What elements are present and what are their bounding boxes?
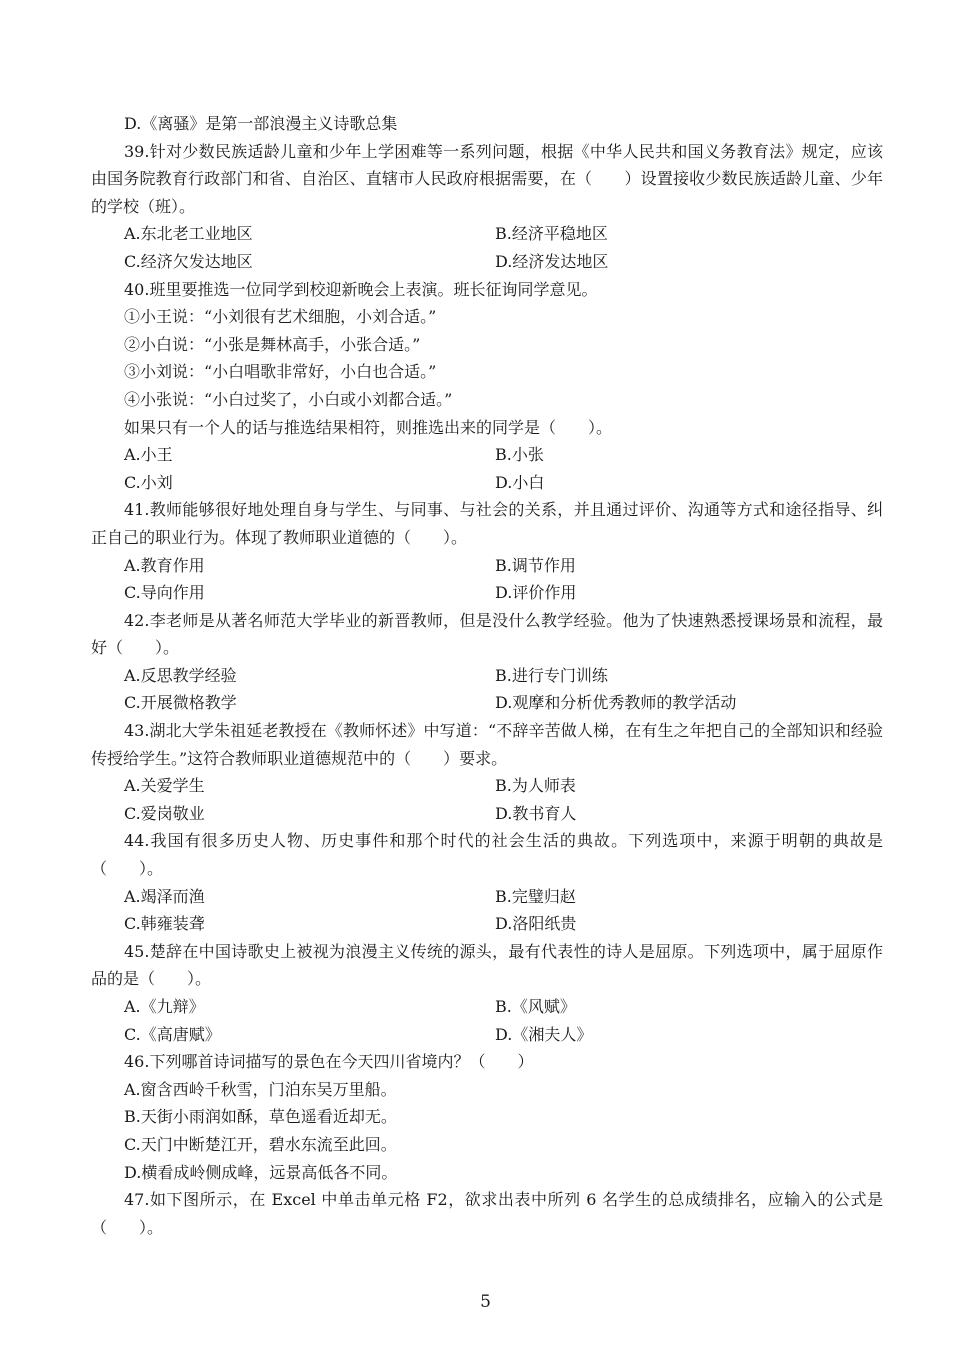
option-right: D.《湘夫人》 (495, 1024, 593, 1044)
option-left: A.反思教学经验 (124, 665, 237, 685)
option-row (91, 579, 883, 607)
option-left: C.爱岗敬业 (124, 803, 205, 823)
question-stem: 45.楚辞在中国诗歌史上被视为浪漫主义传统的源头，最有代表性的诗人是屈原。下列选项中，属于屈原作品的是（ ）。 (91, 941, 883, 989)
option-right: D.评价作用 (495, 583, 577, 603)
text-line: D.横看成岭侧成峰，远景高低各不同。 (124, 1162, 398, 1182)
text-line: ①小王说：“小刘很有艺术细胞，小刘合适。” (124, 307, 437, 327)
text-line: ④小张说：“小白过奖了，小白或小刘都合适。” (124, 389, 453, 409)
option-right: B.进行专门训练 (495, 665, 608, 685)
option-left: A.小王 (124, 445, 173, 465)
option-right: D.经济发达地区 (495, 251, 609, 271)
page-number: 5 (480, 1292, 491, 1312)
text-line: C.天门中断楚江开，碧水东流至此回。 (124, 1134, 397, 1154)
option-row (91, 993, 883, 1021)
text-line: 40.班里要推选一位同学到校迎新晚会上表演。班长征询同学意见。 (124, 279, 598, 299)
option-row (91, 662, 883, 690)
option-right: B.为人师表 (495, 776, 576, 796)
option-left: C.导向作用 (124, 583, 205, 603)
option-right: D.观摩和分析优秀教师的教学活动 (495, 693, 737, 713)
question-stem: 39.针对少数民族适龄儿童和少年上学困难等一系列问题，根据《中华人民共和国义务教育法》规定，应该由国务院教育行政部门和省、自治区、直辖市人民政府根据需要，在（ ）设置接收少数民族适龄儿童、少年的学校（班）。 (91, 141, 883, 216)
option-row (91, 552, 883, 580)
option-right: D.洛阳纸贵 (495, 914, 577, 934)
option-row (91, 689, 883, 717)
option-right: D.教书育人 (495, 803, 577, 823)
question-stem: 42.李老师是从著名师范大学毕业的新晋教师，但是没什么教学经验。他为了快速熟悉授课场景和流程，最好（ ）。 (91, 610, 883, 658)
text-line: 46.下列哪首诗词描写的景色在今天四川省境内？（ ） (124, 1052, 534, 1072)
option-left: A.竭泽而渔 (124, 886, 205, 906)
option-row (91, 469, 883, 497)
option-right: B.小张 (495, 445, 544, 465)
text-line: 如果只有一个人的话与推选结果相符，则推选出来的同学是（ ）。 (124, 417, 613, 437)
question-stem: 44.我国有很多历史人物、历史事件和那个时代的社会生活的典故。下列选项中，来源于明朝的典故是（ ）。 (91, 831, 883, 879)
text-line: B.天街小雨润如酥，草色遥看近却无。 (124, 1107, 397, 1127)
option-row (91, 772, 883, 800)
question-content (91, 110, 883, 1241)
text-line: ③小刘说：“小白唱歌非常好，小白也合适。” (124, 362, 437, 382)
option-row (91, 800, 883, 828)
option-left: A.教育作用 (124, 555, 205, 575)
text-line: ②小白说：“小张是舞林高手，小张合适。” (124, 334, 421, 354)
option-left: C.经济欠发达地区 (124, 251, 253, 271)
question-stem: 47.如下图所示，在 Excel 中单击单元格 F2，欲求出表中所列 6 名学生的总成绩排名，应输入的公式是（ ）。 (91, 1190, 883, 1237)
option-row (91, 220, 883, 248)
option-left: C.小刘 (124, 472, 173, 492)
option-left: C.《高唐赋》 (124, 1024, 221, 1044)
option-left: A.《九辩》 (124, 997, 205, 1016)
option-row (91, 441, 883, 469)
option-row (91, 910, 883, 938)
option-left: A.关爱学生 (124, 776, 205, 796)
option-right: B.调节作用 (495, 555, 576, 575)
option-right: D.小白 (495, 472, 545, 492)
option-right: B.《风赋》 (495, 997, 576, 1016)
option-left: C.韩雍装聋 (124, 914, 205, 934)
option-row (91, 883, 883, 911)
question-stem: 43.湖北大学朱祖延老教授在《教师怀述》中写道：“不辞辛苦做人梯，在有生之年把自己的全部知识和经验传授给学生。”这符合教师职业道德规范中的（ ）要求。 (91, 721, 883, 768)
option-right: B.完璧归赵 (495, 886, 576, 906)
text-line: A.窗含西岭千秋雪，门泊东吴万里船。 (124, 1079, 397, 1099)
option-left: A.东北老工业地区 (124, 224, 253, 244)
option-row (91, 248, 883, 276)
option-right: B.经济平稳地区 (495, 224, 608, 244)
text-line: D.《离骚》是第一部浪漫主义诗歌总集 (124, 114, 398, 133)
option-row (91, 1021, 883, 1049)
question-stem: 41.教师能够很好地处理自身与学生、与同事、与社会的关系，并且通过评价、沟通等方式和途径指导、纠正自己的职业行为。体现了教师职业道德的（ ）。 (91, 500, 883, 547)
option-left: C.开展微格教学 (124, 693, 237, 713)
